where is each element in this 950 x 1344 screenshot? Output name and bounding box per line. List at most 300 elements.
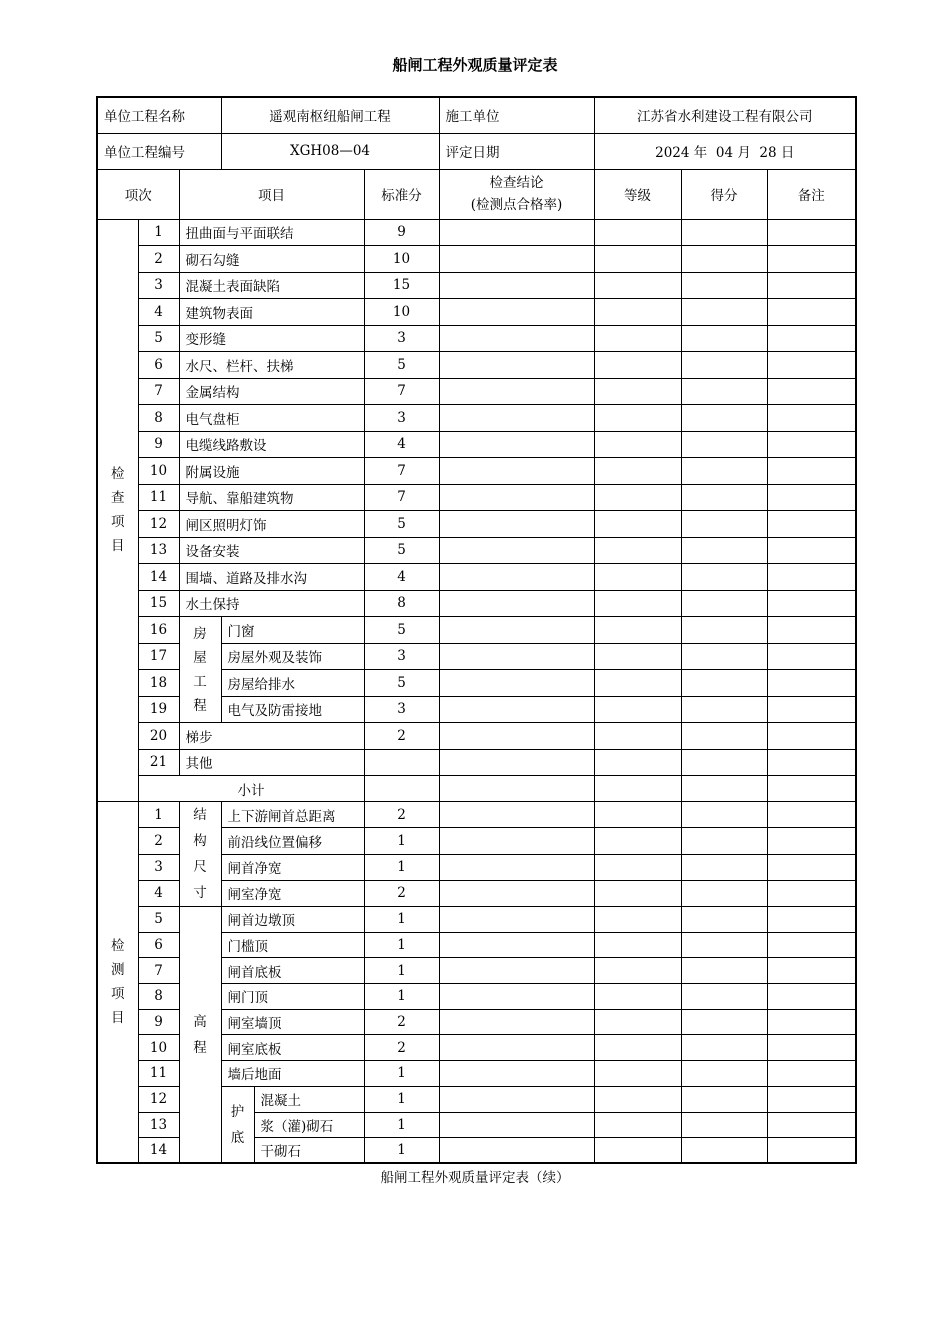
grade-cell [594,1138,681,1164]
row-number: 10 [138,1035,179,1061]
conclusion-cell [439,984,594,1010]
grade-cell [594,617,681,644]
row-number: 7 [138,958,179,984]
grade-cell [594,431,681,458]
standard-score: 9 [364,219,439,246]
item-name: 闸首净宽 [221,854,364,880]
col-std-header: 标准分 [364,169,439,219]
conclusion-cell [439,723,594,750]
remark-cell [767,484,856,511]
row-number: 2 [138,828,179,854]
item-name: 电缆线路敷设 [179,431,364,458]
score-cell [681,537,767,564]
row-number: 2 [138,246,179,273]
item-name: 门窗 [221,617,364,644]
table-row [97,907,856,933]
item-name: 闸室净宽 [221,880,364,906]
standard-score: 1 [364,907,439,933]
grade-cell [594,984,681,1010]
elevation-group-label [179,907,221,1164]
table-row [97,299,856,326]
row-number: 10 [138,458,179,485]
score-cell [681,1061,767,1087]
score-cell [681,749,767,776]
item-name: 房屋外观及装饰 [221,643,364,670]
row-number: 7 [138,378,179,405]
conclusion-cell [439,802,594,828]
conclusion-cell [439,246,594,273]
score-cell [681,1138,767,1164]
conclusion-cell [439,696,594,723]
conclusion-cell [439,272,594,299]
score-cell [681,325,767,352]
row-number: 16 [138,617,179,644]
remark-cell [767,511,856,538]
grade-cell [594,246,681,273]
standard-score: 5 [364,537,439,564]
conclusion-cell [439,1138,594,1164]
score-cell [681,696,767,723]
conclusion-cell [439,590,594,617]
quality-assessment-table [96,96,857,1164]
inspection-group-label [97,219,138,802]
score-cell [681,984,767,1010]
remark-cell [767,352,856,379]
standard-score: 5 [364,511,439,538]
grade-cell [594,1086,681,1112]
standard-score: 2 [364,1035,439,1061]
item-name: 闸室墙顶 [221,1009,364,1035]
page-title: 船闸工程外观质量评定表 [392,56,558,74]
row-number: 14 [138,1138,179,1164]
standard-score: 7 [364,484,439,511]
table-row [97,352,856,379]
score-cell [681,776,767,802]
header-row-unit-no [97,133,856,169]
elevation-group-label-char: 程 [193,1039,207,1056]
table-row [97,723,856,750]
standard-score: 7 [364,378,439,405]
score-cell [681,272,767,299]
standard-score: 5 [364,617,439,644]
row-number: 3 [138,854,179,880]
row-number: 8 [138,405,179,432]
conclusion-cell [439,958,594,984]
standard-score: 10 [364,246,439,273]
grade-cell [594,378,681,405]
subtotal-label: 小计 [138,776,364,802]
grade-cell [594,484,681,511]
grade-cell [594,880,681,906]
row-number: 3 [138,272,179,299]
score-cell [681,246,767,273]
grade-cell [594,828,681,854]
score-cell [681,352,767,379]
item-name: 房屋给排水 [221,670,364,697]
table-row [97,219,856,246]
remark-cell [767,378,856,405]
table-row [97,246,856,273]
score-cell [681,907,767,933]
row-number: 1 [138,802,179,828]
remark-cell [767,537,856,564]
subtotal-std [364,776,439,802]
col-seq-header: 项次 [97,169,179,219]
standard-score: 3 [364,696,439,723]
standard-score: 2 [364,802,439,828]
score-cell [681,378,767,405]
score-cell [681,431,767,458]
standard-score: 1 [364,958,439,984]
score-cell [681,670,767,697]
house-group-label-char: 房 [193,625,207,642]
grade-cell [594,670,681,697]
measurement-group-label [97,802,138,1164]
grade-cell [594,932,681,958]
row-number: 4 [138,880,179,906]
conclusion-cell [439,484,594,511]
conclusion-header-line2: (检测点合格率) [470,197,563,213]
item-name: 电气盘柜 [179,405,364,432]
row-number: 17 [138,643,179,670]
apron-group-label-char: 护 [230,1103,245,1120]
table-row [97,617,856,644]
grade-cell [594,537,681,564]
row-number: 11 [138,484,179,511]
remark-cell [767,1035,856,1061]
item-name: 围墙、道路及排水沟 [179,564,364,591]
remark-cell [767,907,856,933]
grade-cell [594,749,681,776]
grade-cell [594,1112,681,1138]
remark-cell [767,458,856,485]
row-number: 5 [138,907,179,933]
conclusion-cell [439,378,594,405]
row-number: 15 [138,590,179,617]
table-row [97,537,856,564]
score-cell [681,802,767,828]
table-row [97,484,856,511]
structure-dimension-label-char: 尺 [193,859,207,875]
standard-score: 1 [364,854,439,880]
item-name: 扭曲面与平面联结 [179,219,364,246]
grade-cell [594,405,681,432]
contractor-value: 江苏省水利建设工程有限公司 [594,97,856,133]
remark-cell [767,643,856,670]
conclusion-header-line1: 检查结论 [489,175,544,191]
grade-cell [594,299,681,326]
row-number: 14 [138,564,179,591]
score-cell [681,458,767,485]
conclusion-cell [439,907,594,933]
inspection-group-label-char: 检 [111,466,125,483]
remark-cell [767,696,856,723]
remark-cell [767,590,856,617]
item-name: 混凝土表面缺陷 [179,272,364,299]
score-cell [681,723,767,750]
row-number: 11 [138,1061,179,1087]
remark-cell [767,1138,856,1164]
remark-cell [767,670,856,697]
conclusion-cell [439,1086,594,1112]
col-item-header: 项目 [179,169,364,219]
conclusion-cell [439,776,594,802]
col-score-header: 得分 [681,169,767,219]
remark-cell [767,828,856,854]
standard-score: 5 [364,670,439,697]
item-name: 金属结构 [179,378,364,405]
table-row [97,431,856,458]
standard-score: 2 [364,723,439,750]
grade-cell [594,723,681,750]
standard-score: 2 [364,880,439,906]
item-name: 门槛顶 [221,932,364,958]
standard-score: 1 [364,1061,439,1087]
remark-cell [767,1061,856,1087]
conclusion-cell [439,1061,594,1087]
grade-cell [594,458,681,485]
table-row [97,564,856,591]
standard-score: 1 [364,932,439,958]
remark-cell [767,958,856,984]
conclusion-cell [439,564,594,591]
score-cell [681,1112,767,1138]
measurement-group-label-char: 项 [111,986,125,1003]
remark-cell [767,564,856,591]
item-name: 附属设施 [179,458,364,485]
row-number: 13 [138,1112,179,1138]
header-row-unit-name [97,97,856,133]
conclusion-cell [439,932,594,958]
row-number: 18 [138,670,179,697]
item-name: 干砌石 [254,1138,364,1164]
inspection-group-label-char: 项 [111,514,125,531]
remark-cell [767,984,856,1010]
score-cell [681,617,767,644]
conclusion-cell [439,299,594,326]
standard-score: 4 [364,431,439,458]
standard-score: 7 [364,458,439,485]
grade-cell [594,802,681,828]
structure-dimension-label [179,802,221,907]
table-row [97,511,856,538]
table-row [97,802,856,828]
measurement-group-label-char: 目 [111,1010,125,1027]
item-name: 前沿线位置偏移 [221,828,364,854]
conclusion-cell [439,643,594,670]
col-grade-header: 等级 [594,169,681,219]
table-row [97,378,856,405]
remark-cell [767,299,856,326]
conclusion-cell [439,617,594,644]
item-name: 闸门顶 [221,984,364,1010]
house-group-label [179,617,221,723]
conclusion-cell [439,431,594,458]
item-name: 闸室底板 [221,1035,364,1061]
remark-cell [767,272,856,299]
score-cell [681,880,767,906]
col-conclusion-header [439,169,594,219]
grade-cell [594,1009,681,1035]
standard-score: 1 [364,1086,439,1112]
grade-cell [594,907,681,933]
table-row [97,405,856,432]
elevation-group-label-char: 高 [193,1013,207,1030]
row-number: 6 [138,352,179,379]
standard-score: 1 [364,828,439,854]
score-cell [681,564,767,591]
conclusion-cell [439,1035,594,1061]
measurement-group-label-char: 检 [111,938,125,955]
item-name: 墙后地面 [221,1061,364,1087]
grade-cell [594,511,681,538]
conclusion-cell [439,670,594,697]
conclusion-cell [439,880,594,906]
conclusion-cell [439,1112,594,1138]
score-cell [681,828,767,854]
item-name: 导航、靠船建筑物 [179,484,364,511]
date-label: 评定日期 [439,133,594,169]
row-number: 6 [138,932,179,958]
contractor-label: 施工单位 [439,97,594,133]
table-row [97,590,856,617]
remark-cell [767,749,856,776]
unit-no-label: 单位工程编号 [97,133,221,169]
col-remark-header: 备注 [767,169,856,219]
standard-score: 10 [364,299,439,326]
remark-cell [767,776,856,802]
apron-group-label [221,1086,254,1163]
remark-cell [767,1112,856,1138]
remark-cell [767,1086,856,1112]
inspection-group-label-char: 目 [111,538,125,555]
standard-score: 1 [364,984,439,1010]
row-number: 20 [138,723,179,750]
remark-cell [767,802,856,828]
conclusion-cell [439,219,594,246]
table-row [97,749,856,776]
grade-cell [594,854,681,880]
measurement-group-label-char: 测 [111,962,125,979]
table-row [97,272,856,299]
score-cell [681,958,767,984]
item-name: 水尺、栏杆、扶梯 [179,352,364,379]
grade-cell [594,272,681,299]
standard-score: 2 [364,1009,439,1035]
row-number: 12 [138,1086,179,1112]
standard-score: 4 [364,564,439,591]
item-name: 设备安装 [179,537,364,564]
item-name: 闸首边墩顶 [221,907,364,933]
standard-score: 1 [364,1138,439,1164]
subtotal-row [97,776,856,802]
score-cell [681,299,767,326]
item-name: 闸首底板 [221,958,364,984]
row-number: 9 [138,1009,179,1035]
score-cell [681,405,767,432]
unit-no-value: XGH08—04 [221,133,439,169]
score-cell [681,1035,767,1061]
standard-score: 3 [364,405,439,432]
remark-cell [767,325,856,352]
grade-cell [594,643,681,670]
item-name: 建筑物表面 [179,299,364,326]
remark-cell [767,880,856,906]
row-number: 21 [138,749,179,776]
item-name: 砌石勾缝 [179,246,364,273]
item-name: 其他 [179,749,364,776]
house-group-label-char: 工 [193,673,207,690]
remark-cell [767,723,856,750]
item-name: 浆（灌)砌石 [254,1112,364,1138]
column-header-row [97,169,856,219]
remark-cell [767,431,856,458]
row-number: 9 [138,431,179,458]
house-group-label-char: 程 [193,697,207,714]
score-cell [681,854,767,880]
standard-score: 3 [364,325,439,352]
score-cell [681,1009,767,1035]
conclusion-cell [439,749,594,776]
item-name: 变形缝 [179,325,364,352]
conclusion-cell [439,854,594,880]
grade-cell [594,325,681,352]
standard-score: 5 [364,352,439,379]
remark-cell [767,405,856,432]
grade-cell [594,564,681,591]
conclusion-cell [439,405,594,432]
item-name: 混凝土 [254,1086,364,1112]
conclusion-cell [439,352,594,379]
row-number: 12 [138,511,179,538]
conclusion-cell [439,537,594,564]
row-number: 4 [138,299,179,326]
conclusion-cell [439,511,594,538]
item-name: 水土保持 [179,590,364,617]
conclusion-cell [439,325,594,352]
grade-cell [594,1061,681,1087]
score-cell [681,484,767,511]
grade-cell [594,352,681,379]
unit-name-value: 遥观南枢纽船闸工程 [221,97,439,133]
standard-score: 3 [364,643,439,670]
table-row [97,325,856,352]
grade-cell [594,1035,681,1061]
item-name: 梯步 [179,723,364,750]
score-cell [681,1086,767,1112]
standard-score: 8 [364,590,439,617]
page-footer: 船闸工程外观质量评定表（续） [380,1170,570,1186]
row-number: 1 [138,219,179,246]
structure-dimension-label-char: 结 [193,807,207,823]
score-cell [681,932,767,958]
unit-name-label: 单位工程名称 [97,97,221,133]
conclusion-cell [439,458,594,485]
score-cell [681,643,767,670]
inspection-group-label-char: 查 [111,490,125,507]
grade-cell [594,776,681,802]
remark-cell [767,219,856,246]
structure-dimension-label-char: 寸 [193,885,207,901]
grade-cell [594,958,681,984]
apron-group-label-char: 底 [230,1129,245,1146]
structure-dimension-label-char: 构 [193,833,207,849]
remark-cell [767,617,856,644]
score-cell [681,590,767,617]
item-name: 闸区照明灯饰 [179,511,364,538]
standard-score: 1 [364,1112,439,1138]
row-number: 13 [138,537,179,564]
